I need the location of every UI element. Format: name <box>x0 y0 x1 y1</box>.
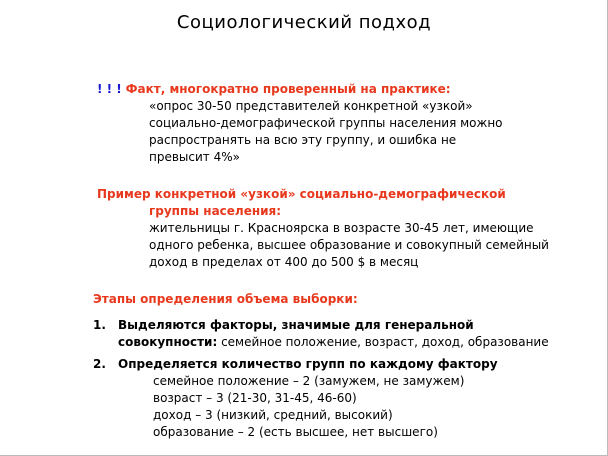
stage-number: 2. <box>93 357 106 371</box>
fact-block <box>97 81 597 166</box>
fact-label-rest: , многократно проверенный на практике: <box>160 82 451 96</box>
exclaim-marks: ! ! ! <box>97 82 122 96</box>
stages-heading: Этапы определения объема выборки: <box>93 292 358 306</box>
fact-line: превысит 4%» <box>149 150 240 164</box>
fact-line: социально-демографической группы населения можно <box>149 116 503 130</box>
stage-number: 1. <box>93 318 106 332</box>
fact-label: Факт <box>125 82 161 96</box>
stage-sub-line: доход – 3 (низкий, средний, высокий) <box>153 408 393 422</box>
stage-title-line1: Выделяются факторы, значимые для генеральной <box>118 318 474 332</box>
fact-heading <box>97 81 597 98</box>
stage-title-rest: семейное положение, возраст, доход, образование <box>217 335 549 349</box>
stage-item-2 <box>93 356 598 441</box>
example-heading-line1: Пример конкретной «узкой» социально-демографической <box>97 187 506 201</box>
fact-line: «опрос 30-50 представителей конкретной «узкой» <box>149 99 473 113</box>
stage-title-line1: Определяется количество групп по каждому фактору <box>118 357 498 371</box>
example-line: жительницы г. Красноярска в возрасте 30-45 лет, имеющие <box>149 221 534 235</box>
example-heading-line2: группы населения: <box>149 204 282 218</box>
stage-title-bold: совокупности: <box>118 335 218 349</box>
example-line: одного ребенка, высшее образование и совокупный семейный <box>149 238 549 252</box>
example-line: доход в пределах от 400 до 500 $ в месяц <box>149 255 419 269</box>
stage-item-1 <box>93 317 598 351</box>
example-block <box>97 186 597 271</box>
stage-title-line2 <box>118 334 598 351</box>
fact-line: распространять на всю эту группу, и ошибка не <box>149 133 457 147</box>
stage-sub-line: семейное положение – 2 (замужем, не замужем) <box>153 374 465 388</box>
stage-sub-line: возраст – 3 (21-30, 31-45, 46-60) <box>153 391 357 405</box>
slide-title: Социологический подход <box>176 12 432 33</box>
stage-sub-line: образование – 2 (есть высшее, нет высшего) <box>153 425 438 439</box>
